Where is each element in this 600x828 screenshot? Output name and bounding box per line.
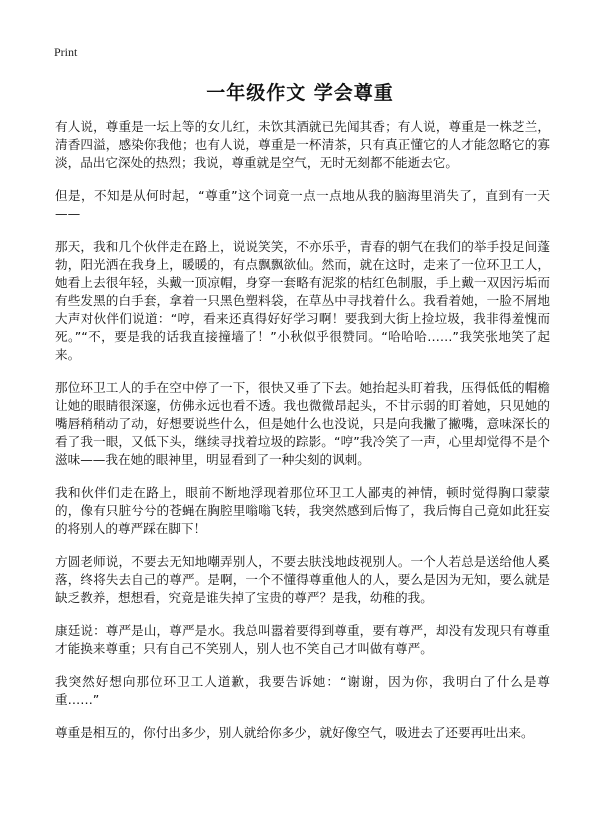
article-body <box>55 118 550 757</box>
article-paragraph: 康廷说：尊严是山，尊严是水。我总叫嚣着要得到尊重，要有尊严，却没有发现只有尊重才能换来尊重；只有自己不笑别人，别人也不笑自己才叫做有尊严。 <box>55 623 550 656</box>
article-paragraph: 方圆老师说，不要去无知地嘲弄别人，不要去肤浅地歧视别人。一个人若总是送给他人奚落，终将失去自己的尊严。是啊，一个不懂得尊重他人的人，要么是因为无知，要么就是缺乏教养，想想看，究竟是谁失掉了宝贵的尊严？是我，幼稚的我。 <box>55 554 550 605</box>
article-paragraph: 我和伙伴们走在路上，眼前不断地浮现着那位环卫工人鄙夷的神情，顿时觉得胸口蒙蒙的，像有只脏兮兮的苍蝇在胸腔里嗡嗡飞转，我突然感到后悔了，我后悔自己竟如此狂妄的将别人的尊严踩在脚下！ <box>55 485 550 536</box>
article-paragraph: 有人说，尊重是一坛上等的女儿红，未饮其酒就已先闻其香；有人说，尊重是一株芝兰，清香四溢，感染你我他；也有人说，尊重是一杯清茶，只有真正懂它的人才能忽略它的寡淡，品出它深处的热烈；我说，尊重就是空气，无时无刻都不能逝去它。 <box>55 119 550 170</box>
article-paragraph: 我突然好想向那位环卫工人道歉，我要告诉她：“谢谢，因为你，我明白了什么是尊重……” <box>55 674 550 707</box>
article-title: 一年级作文 学会尊重 <box>206 82 394 104</box>
article-paragraph: 尊重是相互的，你付出多少，别人就给你多少，就好像空气，吸进去了还要再吐出来。 <box>55 725 534 740</box>
article-paragraph: 但是，不知是从何时起，“尊重”这个词竟一点一点地从我的脑海里消失了，直到有一天—— <box>55 188 550 221</box>
article-paragraph: 那位环卫工人的手在空中停了一下，很快又垂了下去。她抬起头盯着我，压得低低的帽檐让她的眼睛很深邃，仿佛永远也看不透。我也微微昂起头，不甘示弱的盯着她，只见她的嘴唇稍稍动了动，好想要说些什么，但是她什么也没说，只是向我撇了撇嘴，意味深长的看了我一眼，又低下头，继续寻找着垃圾的踪影。“哼”我冷笑了一声，心里却觉得不是个滋味——我在她的眼神里，明显看到了一种尖刻的讽刺。 <box>55 380 550 467</box>
article-paragraph: 那天，我和几个伙伴走在路上，说说笑笑，不亦乐乎，青春的朝气在我们的举手投足间蓬勃，阳光洒在我身上，暖暖的，有点飘飘欲仙。然而，就在这时，走来了一位环卫工人，她看上去很年轻，头戴一顶凉帽，身穿一套略有泥浆的桔红色制服，手上戴一双因污垢而有些发黑的白手套，拿着一只黑色塑料袋，在草丛中寻找着什么。我看着她，一脸不屑地大声对伙伴们说道：“哼，看来还真得好好学习啊！要我到大街上捡垃圾，我非得羞愧而死。”“不，要是我的话我直接撞墙了！”小秋似乎很赞同。“哈哈哈……”我笑张地笑了起来。 <box>55 239 550 362</box>
print-link[interactable]: Print <box>54 45 78 59</box>
